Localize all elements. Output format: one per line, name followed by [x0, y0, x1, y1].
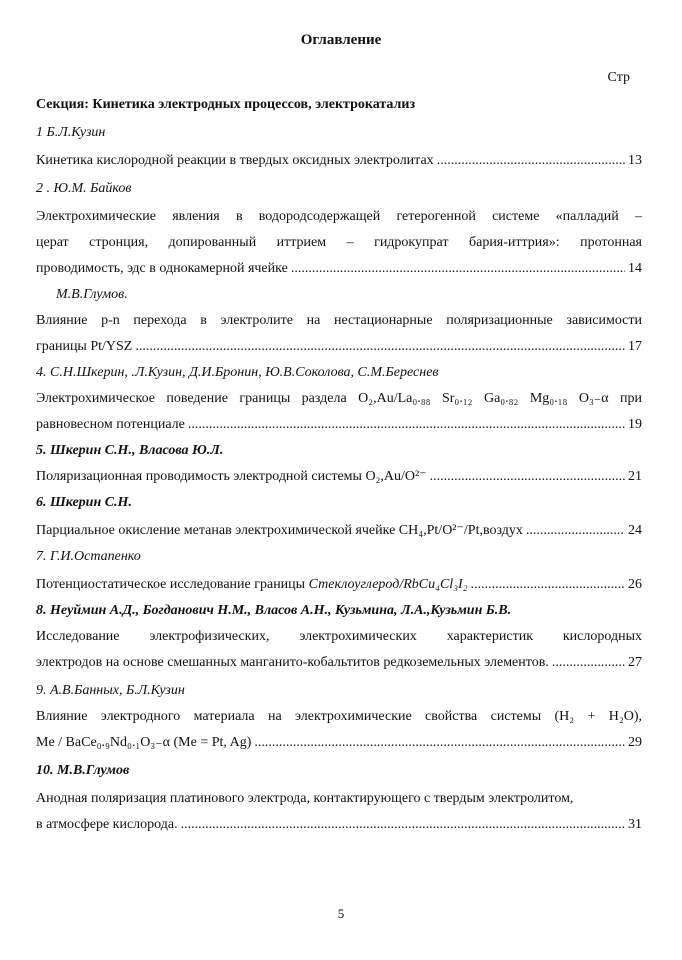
- toc-entry[interactable]: [36, 468, 642, 486]
- entry-author: 8. Неуймин А.Д., Богданович Н.М., Власов А.Н., Кузьмина, Л.А.,Кузьмин Б.В.: [36, 603, 512, 618]
- entry-title-line: Электрохимические явления в водородсодержащей гетерогенной системе «палладий –: [36, 209, 642, 224]
- entry-page: 26: [628, 577, 642, 592]
- page-title: Оглавление: [300, 32, 382, 48]
- dot-leader: [552, 654, 625, 672]
- entry-title-italic: Стеклоуглерод/RbCu₄Cl₃I₂: [308, 577, 468, 592]
- entry-page: 21: [628, 469, 642, 484]
- entry-author: 2 . Ю.М. Байков: [36, 181, 132, 196]
- entry-author: 1 Б.Л.Кузин: [36, 125, 106, 140]
- entry-author: 7. Г.И.Остапенко: [36, 549, 141, 564]
- entry-title-line: Анодная поляризация платинового электрода, контактирующего с твердым электролитом,: [36, 791, 574, 806]
- entry-page: 24: [628, 523, 642, 538]
- toc-entry[interactable]: [36, 152, 642, 170]
- entry-page: 31: [628, 817, 642, 832]
- entry-author: 5. Шкерин С.Н., Власова Ю.Л.: [36, 443, 224, 458]
- toc-entry[interactable]: [36, 338, 642, 356]
- entry-author: 4. С.Н.Шкерин, .Л.Кузин, Д.И.Бронин, Ю.В.Соколова, С.М.Береснев: [36, 365, 439, 380]
- toc-entry[interactable]: [36, 654, 642, 672]
- entry-page: 19: [628, 417, 642, 432]
- toc-entry[interactable]: [36, 576, 642, 594]
- entry-title-line: Влияние электродного материала на электрохимические свойства системы (H₂ + H₂O),: [36, 709, 642, 724]
- entry-author: 9. А.В.Банных, Б.Л.Кузин: [36, 683, 185, 698]
- toc-entry[interactable]: [36, 734, 642, 752]
- page-column-header: Стр: [607, 70, 630, 85]
- entry-title: границы Pt/YSZ: [36, 339, 133, 354]
- entry-title: Потенциостатическое исследование границы Стеклоуглерод/RbCu₄Cl₃I₂: [36, 577, 468, 592]
- dot-leader: [181, 816, 625, 834]
- entry-title-line: Влияние p-n перехода в электролите на нестационарные поляризационные зависимости: [36, 313, 642, 328]
- toc-entry[interactable]: [36, 522, 642, 540]
- page-number: 5: [337, 906, 345, 921]
- entry-page: 14: [628, 261, 642, 276]
- entry-title: Кинетика кислородной реакции в твердых оксидных электролитах: [36, 153, 434, 168]
- dot-leader: [430, 468, 625, 486]
- section-heading: Секция: Кинетика электродных процессов, электрокатализ: [36, 97, 416, 112]
- entry-title: равновесном потенциале: [36, 417, 185, 432]
- dot-leader: [437, 152, 625, 170]
- dot-leader: [188, 416, 625, 434]
- entry-page: 13: [628, 153, 642, 168]
- toc-entry[interactable]: [36, 260, 642, 278]
- toc-entry[interactable]: [36, 416, 642, 434]
- entry-page: 29: [628, 735, 642, 750]
- entry-author: 6. Шкерин С.Н.: [36, 495, 132, 510]
- entry-page: 27: [628, 655, 642, 670]
- dot-leader: [471, 576, 625, 594]
- entry-title-line: Электрохимическое поведение границы раздела O₂,Au/La₀.₈₈ Sr₀.₁₂ Ga₀.₈₂ Mg₀.₁₈ O₃₋α при: [36, 391, 642, 406]
- entry-title-line: Исследование электрофизических, электрохимических характеристик кислородных: [36, 629, 642, 644]
- entry-title: в атмосфере кислорода.: [36, 817, 178, 832]
- entry-title: Me / BaCe₀.₉Nd₀.₁O₃₋α (Me = Pt, Ag): [36, 735, 252, 750]
- entry-title: проводимость, эдс в однокамерной ячейке: [36, 261, 288, 276]
- dot-leader: [254, 734, 625, 752]
- toc-entry[interactable]: [36, 816, 642, 834]
- entry-page: 17: [628, 339, 642, 354]
- entry-title: электродов на основе смешанных манганито-кобальтитов редкоземельных элементов.: [36, 655, 549, 670]
- dot-leader: [135, 338, 625, 356]
- dot-leader: [291, 260, 625, 278]
- entry-title: Поляризационная проводимость электродной системы O₂,Au/O²⁻: [36, 469, 427, 484]
- entry-author: М.В.Глумов.: [56, 287, 128, 302]
- dot-leader: [526, 522, 625, 540]
- entry-title: Парциальное окисление метанав электрохимической ячейке CH₄,Pt/O²⁻/Pt,воздух: [36, 523, 523, 538]
- entry-title-line: церат стронция, допированный иттрием – гидрокупрат бария-иттрия»: протонная: [36, 235, 642, 250]
- entry-author: 10. М.В.Глумов: [36, 763, 130, 778]
